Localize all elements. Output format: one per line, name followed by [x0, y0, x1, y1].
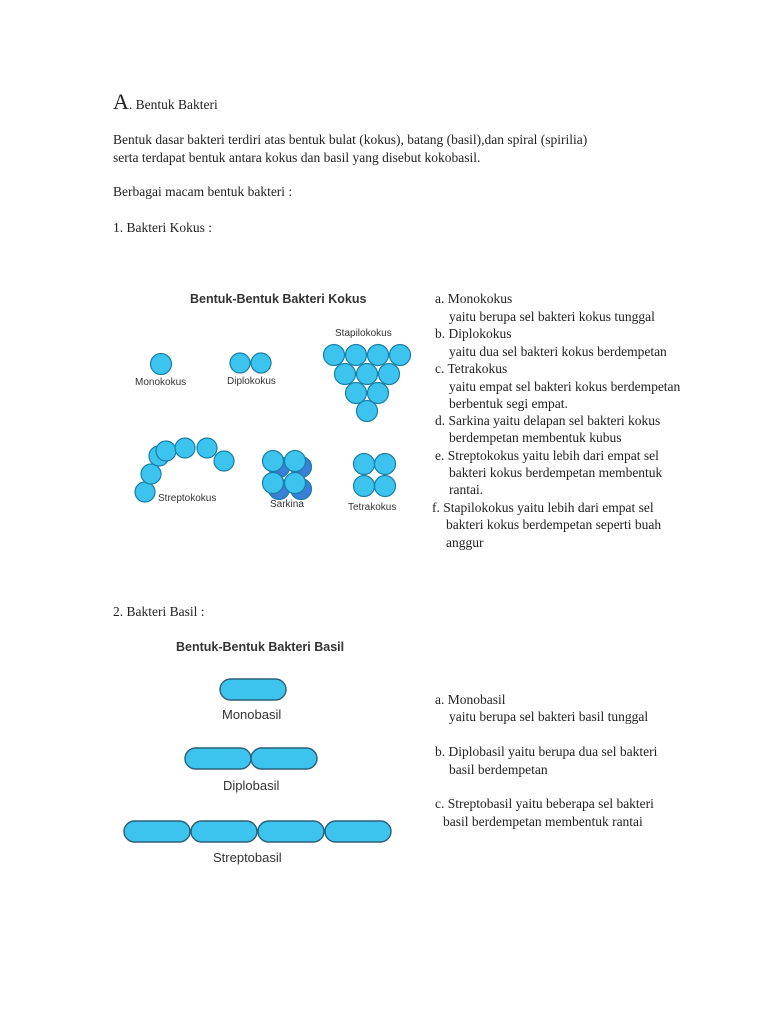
section-title: . Bentuk Bakteri [128, 97, 218, 112]
list-item: bakteri kokus berdempetan membentuk [449, 465, 663, 480]
list-item: e. Streptokokus yaitu lebih dari empat sel [435, 448, 659, 463]
monobasil-rod [220, 679, 286, 700]
streptobasil-rod [325, 821, 391, 842]
streptobasil-rod [258, 821, 324, 842]
list-item: basil berdempetan membentuk rantai [443, 814, 643, 829]
list-item: a. Monobasil [435, 692, 506, 707]
basil-figure-title: Bentuk-Bentuk Bakteri Basil [176, 640, 345, 654]
label-sarkina: Sarkina [270, 499, 304, 510]
list-item: bakteri kokus berdempetan seperti buah [446, 517, 662, 532]
intro-line-1: Bentuk dasar bakteri terdiri atas bentuk bulat (kokus), batang (basil),dan spiral (spirilia) [113, 132, 588, 147]
label-monokokus: Monokokus [135, 377, 187, 388]
list-item: c. Streptobasil yaitu beberapa sel bakteri [435, 796, 654, 811]
section-letter: A [113, 89, 129, 114]
streptobasil-rod [191, 821, 257, 842]
list-item: anggur [446, 535, 484, 550]
list-item: basil berdempetan [449, 762, 548, 777]
label-streptokokus: Streptokokus [158, 493, 217, 504]
basil-heading: 2. Bakteri Basil : [113, 604, 205, 619]
various-heading: Berbagai macam bentuk bakteri : [113, 184, 293, 199]
list-item: a. Monokokus [435, 291, 513, 306]
list-item: yaitu empat sel bakteri kokus berdempetan [449, 379, 681, 394]
diplobasil-rod [251, 748, 317, 769]
list-item: yaitu berupa sel bakteri basil tunggal [449, 709, 649, 724]
label-stapilokokus: Stapilokokus [335, 328, 392, 339]
list-item: f. Stapilokokus yaitu lebih dari empat sel [432, 500, 654, 515]
list-item: c. Tetrakokus [435, 361, 508, 376]
label-monobasil: Monobasil [222, 707, 282, 722]
intro-line-2: serta terdapat bentuk antara kokus dan basil yang disebut kokobasil. [113, 150, 481, 165]
list-item: berdempetan membentuk kubus [449, 430, 622, 445]
list-item: yaitu berupa sel bakteri kokus tunggal [449, 309, 655, 324]
list-item: yaitu dua sel bakteri kokus berdempetan [449, 344, 667, 359]
streptobasil-rod [124, 821, 190, 842]
kokus-heading: 1. Bakteri Kokus : [113, 220, 212, 235]
label-diplokokus: Diplokokus [227, 376, 276, 387]
list-item: berbentuk segi empat. [449, 396, 568, 411]
list-item: b. Diplokokus [435, 326, 512, 341]
list-item: d. Sarkina yaitu delapan sel bakteri kokus [435, 413, 661, 428]
list-item: b. Diplobasil yaitu berupa dua sel bakteri [435, 744, 658, 759]
label-streptobasil: Streptobasil [213, 850, 282, 865]
kokus-figure-title: Bentuk-Bentuk Bakteri Kokus [190, 292, 367, 306]
list-item: rantai. [449, 482, 484, 497]
diplobasil-rod [185, 748, 251, 769]
label-diplobasil: Diplobasil [223, 778, 280, 793]
label-tetrakokus: Tetrakokus [348, 502, 397, 513]
